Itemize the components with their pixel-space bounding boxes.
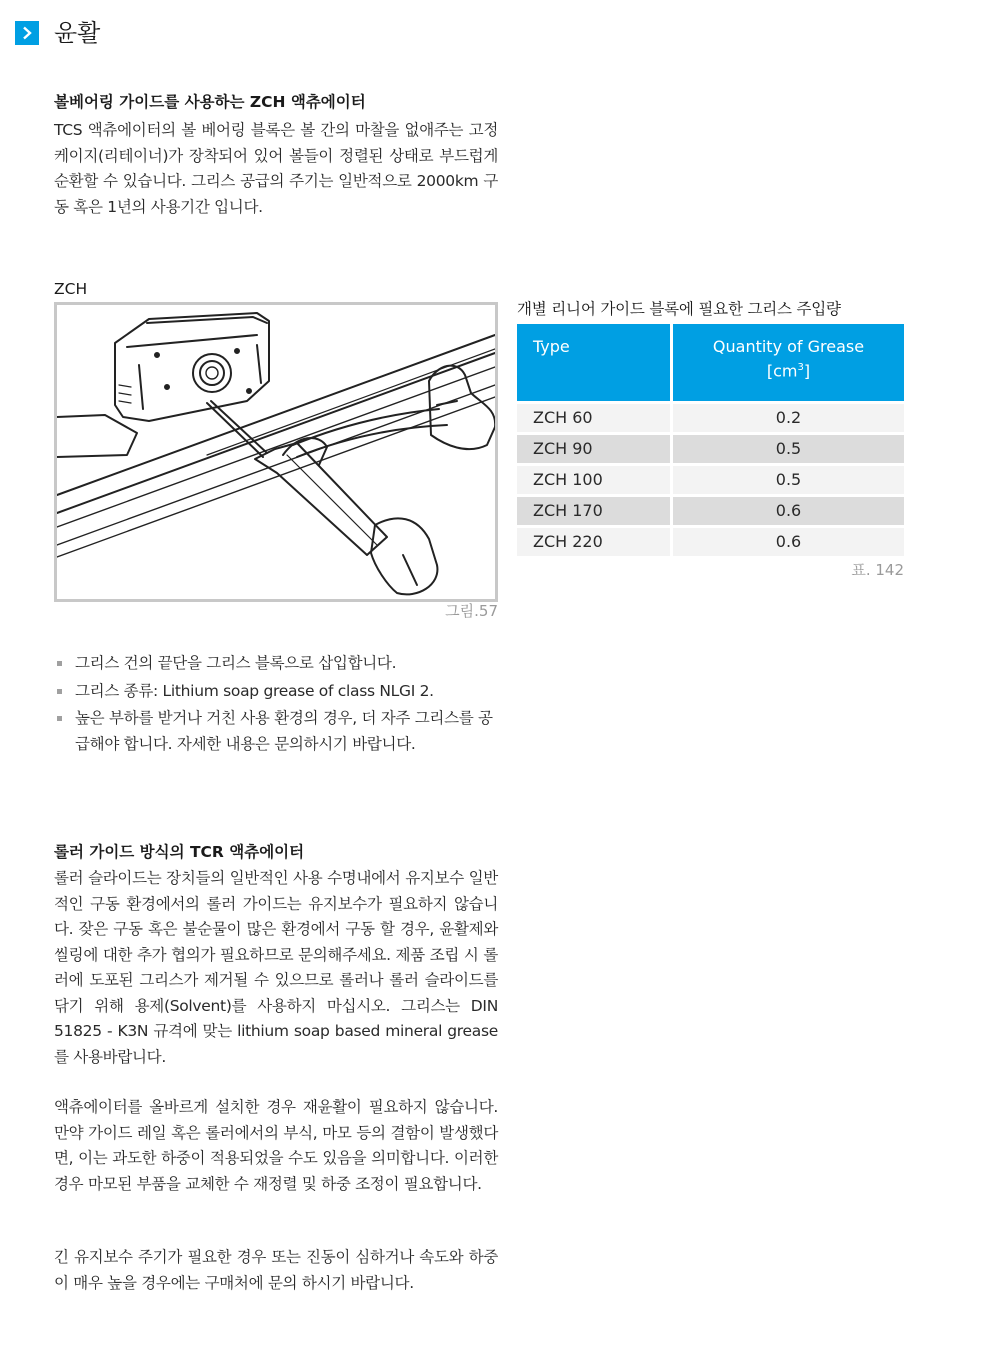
column-header-type: Type bbox=[517, 324, 670, 401]
cell-type: ZCH 170 bbox=[517, 497, 670, 525]
list-item bbox=[54, 679, 498, 705]
section-tcr bbox=[54, 841, 498, 1070]
cell-type: ZCH 220 bbox=[517, 528, 670, 556]
table-row bbox=[517, 404, 904, 432]
bullet-text: 그리스 종류: Lithium soap grease of class NLGI 2. bbox=[75, 681, 434, 700]
section-tcr-title: 롤러 가이드 방식의 TCR 액츄에이터 bbox=[54, 843, 305, 861]
section-zch bbox=[54, 91, 498, 220]
table-caption: 표. 142 bbox=[851, 561, 904, 579]
table-title: 개별 리니어 가이드 블록에 필요한 그리스 주입량 bbox=[517, 300, 841, 318]
section-zch-body: TCS 액츄에이터의 볼 베어링 블록은 볼 간의 마찰을 없애주는 고정 케이지(리테이너)가 장착되어 있어 볼들이 정렬된 상태로 부드럽게 순환할 수 있습니다. 그리스 공급의 주기는 일반적으로 2000km 구동 혹은 1년의 사용기간 입니다. bbox=[54, 121, 498, 216]
bullet-marker bbox=[57, 716, 62, 721]
column-header-quantity-label: Quantity of Grease bbox=[712, 337, 865, 356]
figure-label: ZCH bbox=[54, 280, 88, 298]
bullet-list bbox=[54, 651, 498, 757]
cell-type: ZCH 90 bbox=[517, 435, 670, 463]
bullet-marker bbox=[57, 689, 62, 694]
cell-quantity: 0.2 bbox=[673, 404, 904, 432]
bullet-text: 그리스 건의 끝단을 그리스 블록으로 삽입합니다. bbox=[75, 654, 397, 672]
column-header-unit: $[cm^3]$ bbox=[766, 361, 811, 381]
column-header-quantity bbox=[673, 324, 904, 401]
cell-quantity: 0.6 bbox=[673, 497, 904, 525]
grease-quantity-table bbox=[514, 321, 907, 559]
cell-type: ZCH 60 bbox=[517, 404, 670, 432]
table-row bbox=[517, 435, 904, 463]
section-zch-title: 볼베어링 가이드를 사용하는 ZCH 액츄에이터 bbox=[54, 93, 366, 111]
cell-quantity: 0.5 bbox=[673, 466, 904, 494]
table-header-row bbox=[517, 324, 904, 401]
grease-quantity-table-section bbox=[517, 298, 904, 581]
page-header bbox=[15, 18, 100, 48]
cell-quantity: 0.6 bbox=[673, 528, 904, 556]
table-row bbox=[517, 528, 904, 556]
section-tcr-body: 롤러 슬라이드는 장치들의 일반적인 사용 수명내에서 유지보수 일반적인 구동 환경에서의 롤러 가이드는 유지보수가 필요하지 않습니다. 잦은 구동 혹은 불순물이 많은 환경에서 구동 할 경우, 윤활제와 씰링에 대한 추가 협의가 필요하므로 문의해주세요. 제품 조립 시 롤러에 도포된 그리스가 제거될 수 있으므로 롤러나 롤러 슬라이드를 닦기 위해 용제(Solvent)를 사용하지 마십시오. 그리스는 DIN 51825 - K3N 규격에 맞는 lithium soap based mineral grease 를 사용바랍니다. bbox=[54, 869, 498, 1066]
figure-zch-greasing bbox=[54, 302, 498, 602]
section-tcr-paragraph-2: 액츄에이터를 올바르게 설치한 경우 재윤활이 필요하지 않습니다. 만약 가이드 레일 혹은 롤러에서의 부식, 마모 등의 결함이 발생했다면, 이는 과도한 하중이 적용되었을 수도 있음을 의미합니다. 이러한 경우 마모된 부품을 교체한 수 재정렬 및 하중 조정이 필요합니다. bbox=[54, 1098, 498, 1193]
figure-caption: 그림.57 bbox=[445, 602, 498, 620]
section-tcr-paragraph-3: 긴 유지보수 주기가 필요한 경우 또는 진동이 심하거나 속도와 하중이 매우 높을 경우에는 구매처에 문의 하시기 바랍니다. bbox=[54, 1248, 498, 1292]
table-row bbox=[517, 497, 904, 525]
cell-type: ZCH 100 bbox=[517, 466, 670, 494]
page-title: 윤활 bbox=[54, 19, 101, 47]
bullet-text: 높은 부하를 받거나 거친 사용 환경의 경우, 더 자주 그리스를 공급해야 합니다. 자세한 내용은 문의하시기 바랍니다. bbox=[75, 709, 493, 753]
table-row bbox=[517, 466, 904, 494]
list-item bbox=[54, 651, 498, 677]
bullet-marker bbox=[57, 661, 62, 666]
chevron-right-icon bbox=[15, 21, 39, 45]
list-item bbox=[54, 706, 498, 757]
cell-quantity: 0.5 bbox=[673, 435, 904, 463]
